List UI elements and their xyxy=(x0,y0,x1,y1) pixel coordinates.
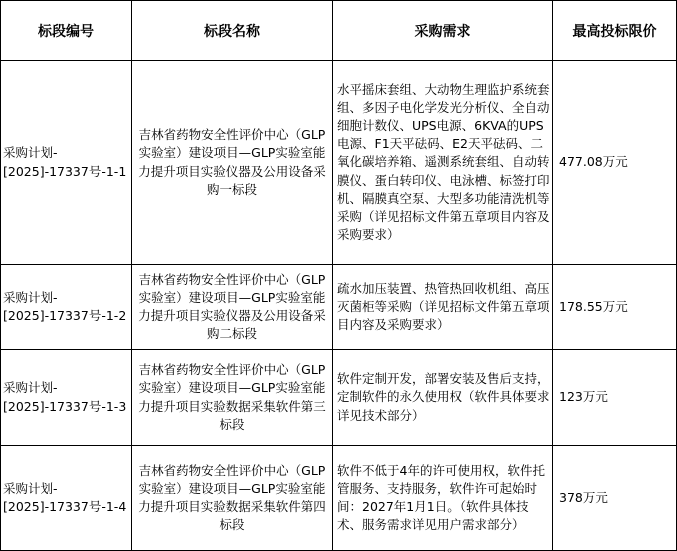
lot-name-cell: 吉林省药物安全性评价中心（GLP实验室）建设项目—GLP实验室能力提升项目实验仪器及公用设备采购一标段 xyxy=(132,61,333,265)
max-price-cell: 477.08万元 xyxy=(553,61,677,265)
lot-name-cell: 吉林省药物安全性评价中心（GLP实验室）建设项目—GLP实验室能力提升项目实验数据采集软件第三标段 xyxy=(132,350,333,446)
requirement-cell: 软件定制开发，部署安装及售后支持，定制软件的永久使用权（软件具体要求详见技术部分） xyxy=(333,350,553,446)
lot-name-cell: 吉林省药物安全性评价中心（GLP实验室）建设项目—GLP实验室能力提升项目实验数据采集软件第四标段 xyxy=(132,446,333,551)
max-price-cell: 178.55万元 xyxy=(553,265,677,350)
requirement-cell: 水平摇床套组、大动物生理监护系统套组、多因子电化学发光分析仪、全自动细胞计数仪、UPS电源、6KVA的UPS电源、F1天平砝码、E2天平砝码、二氧化碳培养箱、遥测系统套组、自动转膜仪、蛋白转印仪、电泳槽、标签打印机、隔膜真空泵、大型多功能清洗机等采购（详见招标文件第五章项目内容及采购要求） xyxy=(333,61,553,265)
lot-id-cell: 采购计划-[2025]-17337号-1-2 xyxy=(1,265,132,350)
header-lot-id: 标段编号 xyxy=(1,1,132,61)
max-price-cell: 123万元 xyxy=(553,350,677,446)
table-row xyxy=(1,265,677,350)
lot-id-cell: 采购计划-[2025]-17337号-1-3 xyxy=(1,350,132,446)
table-row xyxy=(1,446,677,551)
requirement-cell: 软件不低于4年的许可使用权，软件托管服务、支持服务，软件许可起始时间：2027年1月1日。（软件具体技术、服务需求详见用户需求部分） xyxy=(333,446,553,551)
requirement-cell: 疏水加压装置、热管热回收机组、高压灭菌柜等采购（详见招标文件第五章项目内容及采购要求） xyxy=(333,265,553,350)
lot-name-cell: 吉林省药物安全性评价中心（GLP实验室）建设项目—GLP实验室能力提升项目实验仪器及公用设备采购二标段 xyxy=(132,265,333,350)
lot-id-cell: 采购计划-[2025]-17337号-1-4 xyxy=(1,446,132,551)
table-row xyxy=(1,350,677,446)
lot-id-cell: 采购计划-[2025]-17337号-1-1 xyxy=(1,61,132,265)
table-row xyxy=(1,61,677,265)
header-requirement: 采购需求 xyxy=(333,1,553,61)
header-row xyxy=(1,1,677,61)
header-max-price: 最高投标限价 xyxy=(553,1,677,61)
header-lot-name: 标段名称 xyxy=(132,1,333,61)
max-price-cell: 378万元 xyxy=(553,446,677,551)
